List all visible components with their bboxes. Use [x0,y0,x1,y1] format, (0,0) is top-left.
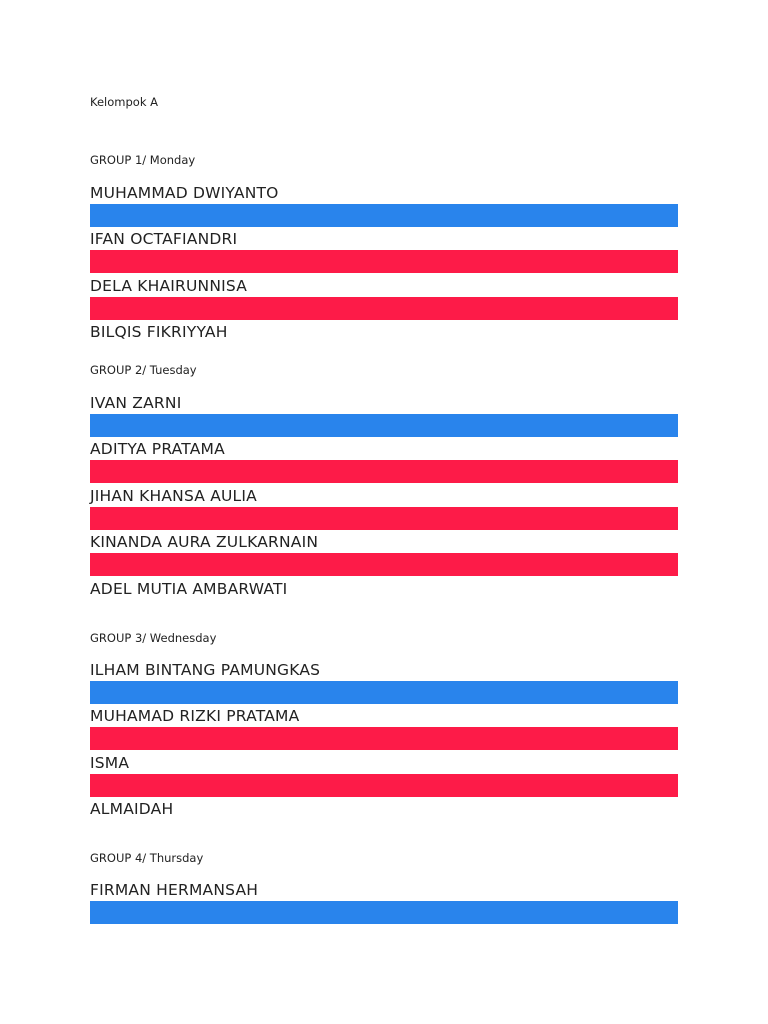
member-name: KINANDA AURA ZULKARNAIN [90,533,319,551]
group-heading: GROUP 3/ Wednesday [90,631,217,645]
member-bar [90,414,678,437]
member-name: MUHAMAD RIZKI PRATAMA [90,707,300,725]
member-name: ADEL MUTIA AMBARWATI [90,580,288,598]
member-name: DELA KHAIRUNNISA [90,277,248,295]
member-bar [90,901,678,924]
member-bar [90,553,678,576]
member-bar [90,681,678,704]
group-heading: GROUP 4/ Thursday [90,851,204,865]
member-name: ADITYA PRATAMA [90,440,225,458]
member-name: ISMA [90,754,130,772]
member-bar [90,250,678,273]
member-name: FIRMAN HERMANSAH [90,881,259,899]
member-bar [90,507,678,530]
member-name: IFAN OCTAFIANDRI [90,230,238,248]
member-bar [90,297,678,320]
group-heading: GROUP 1/ Monday [90,153,196,167]
member-name: ALMAIDAH [90,800,174,818]
member-name: IVAN ZARNI [90,394,182,412]
member-bar [90,727,678,750]
member-name: BILQIS FIKRIYYAH [90,323,228,341]
member-name: ILHAM BINTANG PAMUNGKAS [90,661,321,679]
member-bar [90,460,678,483]
group-heading: GROUP 2/ Tuesday [90,363,197,377]
member-bar [90,204,678,227]
document-title: Kelompok A [90,95,158,109]
member-name: JIHAN KHANSA AULIA [90,487,257,505]
member-bar [90,774,678,797]
member-name: MUHAMMAD DWIYANTO [90,184,279,202]
